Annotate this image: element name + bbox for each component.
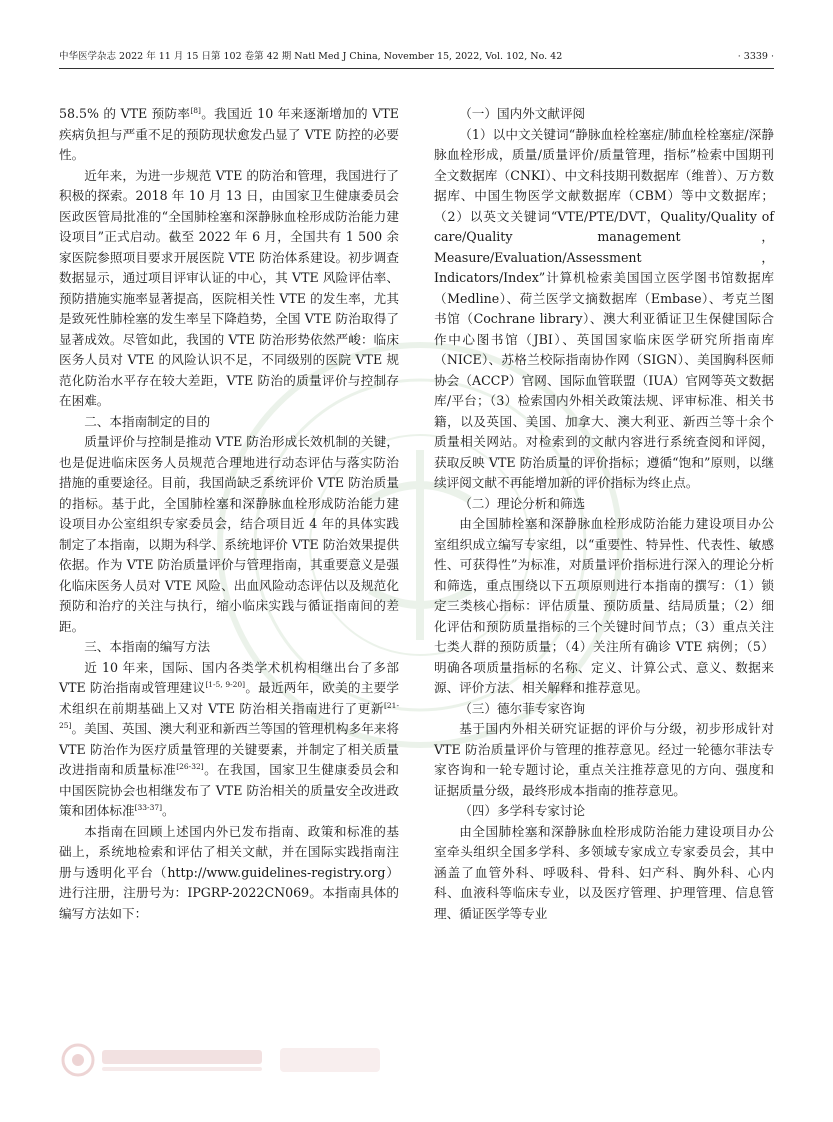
section-heading: 三、本指南的编写方法 xyxy=(84,639,211,654)
paragraph: 由全国肺栓塞和深静脉血栓形成防治能力建设项目办公室组织成立编写专家组，以“重要性、特异性、代表性、敏感性、可获得性”为标准，对质量评价指标进行深入的理论分析和筛选，重点围绕以下五项原则进行本指南的撰写：（1）锁定三类核心指标：评估质量、预防质量、结局质量；（2）细化评估和预防质量指标的三个关键时间节点；（3）重点关注七类人群的预防质量；（4）关注所有确诊 VTE 病例；（5）明确各项质量指标的名称、定义、计算公式、意义、数据来源、评价方法、相关解释和推荐意见。 xyxy=(434,516,774,695)
journal-citation: 中华医学杂志 2022 年 11 月 15 日第 102 卷第 42 期 Natl Med J China, November 15, 2022, Vol. 102, No. 42 xyxy=(59,51,563,62)
paragraph: 本指南在回顾上述国内外已发布指南、政策和标准的基础上，系统地检索和评估了相关文献，并在国际实践指南注册与透明化平台（http://www.guidelines-registry.org）进行注册，注册号为：IPGRP-2022CN069。本指南具体的编写方法如下： xyxy=(59,823,399,921)
running-header xyxy=(59,46,774,69)
subsection-heading: （四）多学科专家讨论 xyxy=(459,803,586,818)
right-column xyxy=(434,104,774,924)
subsection-heading: （一）国内外文献评阅 xyxy=(459,106,586,121)
paragraph: 由全国肺栓塞和深静脉血栓形成防治能力建设项目办公室牵头组织全国多学科、多领域专家成立专家委员会，其中涵盖了血管外科、呼吸科、骨科、妇产科、胸外科、心内科、血液科等临床专业，以及医疗管理、护理管理、信息管理、循证医学等专业 xyxy=(434,823,774,921)
paragraph: 近年来，为进一步规范 VTE 的防治和管理，我国进行了积极的探索。2018 年 10 月 13 日，由国家卫生健康委员会医政医管局批准的“全国肺栓塞和深静脉血栓形成防治能力建设项目”正式启动。截至 2022 年 6 月，全国共有 1 500 余家医院参照项目要求开展医院 VTE 防治体系建设。初步调查数据显示，通过项目评审认证的中心，其 VTE 风险评估率、预防措施实施率显著提高，医院相关性 VTE 的发生率，尤其是致死性肺栓塞的发生率呈下降趋势，全国 VTE 防治取得了显著成效。尽管如此，我国的 VTE 防治形势依然严峻：临床医务人员对 VTE 的风险认识不足，不同级别的医院 VTE 规范化防治水平存在较大差距，VTE 防治的质量评价与控制存在困难。 xyxy=(59,167,399,408)
paragraph: 质量评价与控制是推动 VTE 防治形成长效机制的关键，也是促进临床医务人员规范合理地进行动态评估与落实防治措施的重要途径。目前，我国尚缺乏系统评价 VTE 防治质量的指标。基于此，全国肺栓塞和深静脉血栓形成防治能力建设项目办公室组织专家委员会，结合项目近 4 年的具体实践制定了本指南，以期为科学、系统地评价 VTE 防治效果提供依据。作为 VTE 防治质量评价与管理指南，其重要意义是强化临床医务人员对 VTE 风险、出血风险动态评估以及规范化预防和治疗的关注与执行，缩小临床实践与循证指南间的差距。 xyxy=(59,434,399,634)
paragraph: （1）以中文关键词“静脉血栓栓塞症/肺血栓栓塞症/深静脉血栓形成，质量/质量评价/质量管理，指标”检索中国期刊全文数据库（CNKI）、中文科技期刊数据库（维普）、万方数据库、中国生物医学文献数据库（CBM）等中文数据库；（2）以英文关键词“VTE/PTE/DVT，Quality/Quality of care/Quality management，Measure/Evaluation/Assessment，Indicators/Index”计算机检索美国国立医学图书馆数据库（Medline）、荷兰医学文摘数据库（Embase）、考克兰图书馆（Cochrane library）、澳大利亚循证卫生保健国际合作中心图书馆（JBI）、英国国家临床医学研究所指南库（NICE）、苏格兰校际指南协作网（SIGN）、美国胸科医师协会（ACCP）官网、国际血管联盟（IUA）官网等英文数据库/平台；（3）检索国内外相关政策法规、评审标准、相关书籍，以及英国、美国、加拿大、澳大利亚、新西兰等十余个质量相关网站。对检索到的文献内容进行系统查阅和评阅，获取反映 VTE 防治质量的评价指标；遵循“饱和”原则，以继续评阅文献不再能增加新的评价指标为终止点。 xyxy=(434,126,774,490)
publisher-logo-watermark xyxy=(60,1042,390,1078)
subsection-heading: （三）德尔菲专家咨询 xyxy=(459,700,586,716)
section-heading: 二、本指南制定的目的 xyxy=(84,413,211,429)
page-number: · 3339 · xyxy=(737,51,774,62)
paragraph: 58.5% 的 VTE 预防率[8]。我国近 10 年来逐渐增加的 VTE 疾病负担与严重不足的预防现状愈发凸显了 VTE 防控的必要性。 xyxy=(59,105,399,162)
subsection-heading: （二）理论分析和筛选 xyxy=(459,495,586,511)
paragraph: 基于国内外相关研究证据的评价与分级，初步形成针对 VTE 防治质量评价与管理的推荐意见。经过一轮德尔菲法专家咨询和一轮专题讨论，重点关注推荐意见的方向、强度和证据质量分级，最终形成本指南的推荐意见。 xyxy=(434,721,774,798)
left-column xyxy=(59,104,399,924)
paragraph: 近 10 年来，国际、国内各类学术机构相继出台了多部 VTE 防治指南或管理建议[1-5, 9-20]。最近两年，欧美的主要学术组织在前期基础上又对 VTE 防治相关指南进行了更新[21-25]。美国、英国、澳大利亚和新西兰等国的管理机构多年来将 VTE 防治作为医疗质量管理的关键要素，并制定了相关质量改进指南和质量标准[26-32]。在我国，国家卫生健康委员会和中国医院协会也相继发布了 VTE 防治相关的质量安全改进政策和团体标准[33-37]。 xyxy=(59,659,400,818)
